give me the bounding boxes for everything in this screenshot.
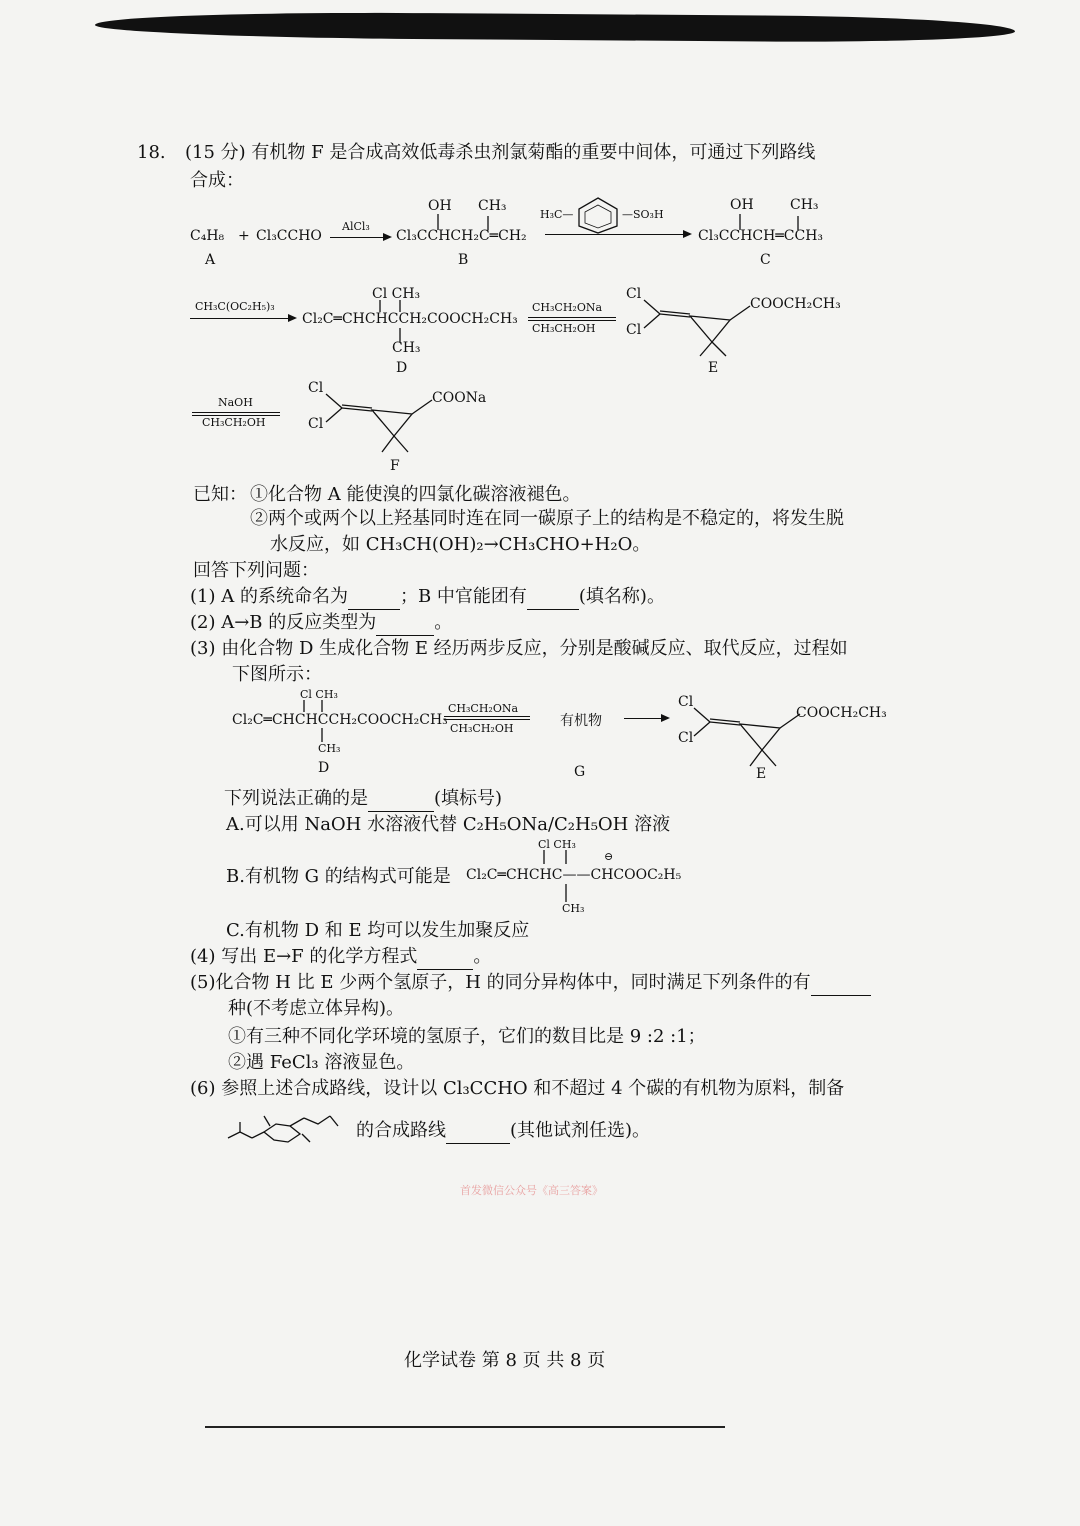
arrow2 [545, 234, 690, 235]
q5-line2: 种(不考虑立体异构)。 [228, 998, 405, 1019]
compound-f-skeleton [322, 384, 434, 456]
q4-part2: 。 [473, 946, 492, 967]
compound-f-salt: COONa [432, 390, 487, 406]
q5-line1: (5)化合物 H 比 E 少两个氢原子，H 的同分异构体中，同时满足下列条件的有 [190, 972, 811, 993]
q3-option-c: C.有机物 D 和 E 均可以发生加聚反应 [226, 920, 530, 941]
question-stem-line1: (15 分) 有机物 F 是合成高效低毒杀虫剂氯菊酯的重要中间体，可通过下列路线 [185, 142, 816, 163]
q1-line [190, 584, 665, 610]
q3-option-b-label: B.有机物 G 的结构式可能是 [226, 866, 451, 887]
q6-line2 [356, 1118, 650, 1144]
q3-option-b-top: Cl CH₃ [538, 838, 576, 851]
q3-e-cl1: Cl [678, 694, 694, 710]
page-footer: 化学试卷 第 8 页 共 8 页 [404, 1350, 606, 1371]
compound-e-cl2: Cl [626, 322, 642, 338]
known-item2-line1: ②两个或两个以上羟基同时连在同一碳原子上的结构是不稳定的，将发生脱 [250, 508, 844, 529]
arrow5-bottom: CH₃CH₂OH [202, 416, 266, 429]
q5-blank[interactable] [811, 977, 871, 996]
arrow5-top: NaOH [218, 396, 253, 409]
q3-prompt-part2: (填标号) [434, 788, 503, 809]
q3-arrow-bottom: CH₃CH₂OH [450, 722, 514, 735]
compound-c-bonds [732, 210, 812, 232]
q4-line [190, 944, 491, 970]
q3-arrow2 [624, 718, 668, 719]
q3-d-bottom: CH₃ [318, 742, 341, 755]
q3-d-top: Cl CH₃ [300, 688, 338, 701]
compound-d-bonds [375, 298, 415, 346]
compound-e-skeleton [640, 290, 752, 360]
q3-blank[interactable] [368, 793, 434, 812]
q2-part2: 。 [434, 612, 453, 633]
label-b: B [458, 252, 469, 268]
q3-line1: (3) 由化合物 D 生成化合物 E 经历两步反应，分别是酸碱反应、取代反应，过程如 [190, 638, 848, 659]
q3-intermediate: 有机物 [560, 713, 602, 729]
arrow1-reagent: AlCl₃ [342, 220, 370, 233]
target-molecule-structure [226, 1104, 356, 1148]
q1-part2: ；B 中官能团有 [399, 586, 527, 607]
q3-d-formula: Cl₂C═CHCHCCH₂COOCH₂CH₃ [232, 712, 448, 728]
question-stem-line2: 合成： [190, 170, 244, 191]
label-a: A [205, 252, 216, 268]
q6-line1: (6) 参照上述合成路线，设计以 Cl₃CCHO 和不超过 4 个碳的有机物为原料，制备 [190, 1078, 845, 1099]
q3-prompt-part1: 下列说法正确的是 [224, 788, 368, 809]
compound-f-cl1: Cl [308, 380, 324, 396]
arrow4 [528, 317, 616, 321]
label-c: C [760, 252, 771, 268]
q3-e-skeleton [690, 698, 802, 770]
answer-prompt: 回答下列问题： [193, 560, 319, 581]
compound-d-bottom: CH₃ [392, 340, 421, 356]
compound-f-cl2: Cl [308, 416, 324, 432]
compound-c-formula: Cl₃CCHCH═CCH₃ [698, 228, 824, 244]
q3-option-b-formula: Cl₂C═CHCHC——CHCOOC₂H₅ [466, 867, 682, 883]
question-number: 18. [137, 142, 166, 163]
label-d: D [396, 360, 408, 376]
compound-d-top: Cl CH₃ [372, 286, 421, 302]
compound-a-formula: C₄H₈ [190, 228, 225, 244]
compound-c-oh: OH [730, 197, 754, 213]
q5-cond2: ②遇 FeCl₃ 溶液显色。 [228, 1052, 415, 1073]
watermark: 首发微信公众号《高三答案》 [460, 1184, 603, 1197]
q3-option-b-charge: ⊖ [604, 850, 614, 863]
q3-e-ester: COOCH₂CH₃ [796, 705, 887, 721]
q5-line1-wrap [190, 970, 871, 996]
q3-line2: 下图所示： [232, 664, 322, 685]
q3-option-a: A.可以用 NaOH 水溶液代替 C₂H₅ONa/C₂H₅OH 溶液 [226, 814, 671, 835]
compound-d-formula: Cl₂C═CHCHCCH₂COOCH₂CH₃ [302, 311, 518, 327]
benzene-ring-icon [573, 195, 623, 235]
q3-arrow-top: CH₃CH₂ONa [448, 702, 519, 715]
q3-label-e: E [756, 766, 767, 782]
q3-label-g: G [574, 764, 586, 780]
bottom-divider [205, 1426, 725, 1428]
q5-cond1: ①有三种不同化学环境的氢原子，它们的数目比是 9 :2 :1； [228, 1026, 706, 1047]
q2-line [190, 610, 452, 636]
q3-option-b-bonds [540, 850, 580, 906]
label-f: F [390, 458, 400, 474]
q6-part3: (其他试剂任选)。 [510, 1120, 651, 1141]
q3-arrow1 [444, 716, 530, 720]
q3-e-cl2: Cl [678, 730, 694, 746]
label-e: E [708, 360, 719, 376]
q3-label-d: D [318, 760, 330, 776]
compound-b-oh: OH [428, 198, 452, 214]
q1-part3: (填名称)。 [578, 586, 665, 607]
q4-part1: (4) 写出 E→F 的化学方程式 [190, 946, 418, 967]
plus-sign: + [238, 228, 250, 244]
scan-shadow-bar [95, 11, 1015, 43]
compound-b-formula: Cl₃CCHCH₂C═CH₂ [396, 228, 527, 244]
q3-d-bonds [300, 700, 340, 744]
arrow2-reagent-so3h: —SO₃H [622, 208, 664, 221]
q3-prompt [224, 786, 502, 812]
q1-part1: (1) A 的系统命名为 [190, 586, 348, 607]
arrow2-reagent-h3c: H₃C— [540, 208, 574, 221]
q6-blank[interactable] [446, 1125, 510, 1144]
arrow4-top: CH₃CH₂ONa [532, 301, 603, 314]
q4-blank[interactable] [417, 951, 473, 970]
arrow4-bottom: CH₃CH₂OH [532, 322, 596, 335]
q2-part1: (2) A→B 的反应类型为 [190, 612, 377, 633]
compound-e-ester: COOCH₂CH₃ [750, 296, 841, 312]
known-item1: ①化合物 A 能使溴的四氯化碳溶液褪色。 [250, 484, 581, 505]
arrow3-reagent: CH₃C(OC₂H₅)₃ [195, 300, 275, 313]
compound-b-ch3: CH₃ [478, 198, 507, 214]
q1-blank2[interactable] [527, 591, 579, 610]
compound-b-bonds [430, 210, 500, 232]
arrow1 [330, 237, 390, 238]
known-label: 已知： [193, 484, 247, 505]
reagent-cl3ccho: Cl₃CCHO [256, 228, 322, 244]
q6-part2: 的合成路线 [356, 1120, 446, 1141]
q1-blank1[interactable] [348, 591, 400, 610]
compound-c-ch3: CH₃ [790, 197, 819, 213]
compound-e-cl1: Cl [626, 286, 642, 302]
q2-blank[interactable] [376, 617, 434, 636]
known-item2-line2: 水反应，如 CH₃CH(OH)₂→CH₃CHO+H₂O。 [270, 534, 651, 555]
q3-option-b-bottom: CH₃ [562, 902, 585, 915]
arrow3 [190, 318, 295, 319]
